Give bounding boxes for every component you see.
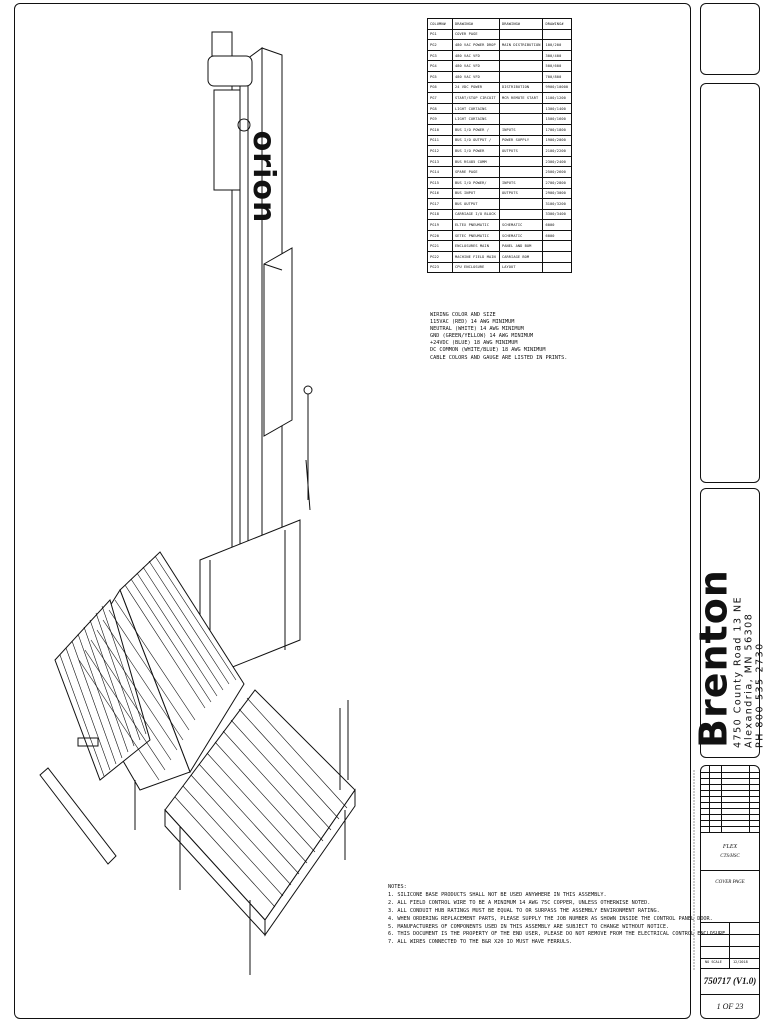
sheet-index-row <box>428 61 572 72</box>
sheet-index-cell: PG3 <box>428 50 453 61</box>
sheet-index-row <box>428 167 572 178</box>
sheet-index-row <box>428 188 572 199</box>
sheet-index-cell: PG4 <box>428 61 453 72</box>
wiring-line: NEUTRAL (WHITE) 14 AWG MINIMUM <box>430 326 524 333</box>
sheet-index-cell: PG21 <box>428 241 453 252</box>
sheet-index-cell <box>500 71 543 82</box>
sheet-index-cell: COVER PAGE <box>453 29 500 40</box>
general-notes <box>388 884 728 947</box>
sheet-index-cell: 1500/1600 <box>543 114 572 125</box>
company-block <box>691 488 766 758</box>
sheet-index-row <box>428 124 572 135</box>
sheet-index-cell: BUS I/O POWER / <box>453 124 500 135</box>
sheet-index-cell: INPUTS <box>500 124 543 135</box>
sheet-index-cell: PG15 <box>428 177 453 188</box>
sheet-index-cell: START/STOP CIRCUIT <box>453 93 500 104</box>
sheet-index-cell: BUS I/O OUTPUT / <box>453 135 500 146</box>
sheet-index-cell: OUTPUTS <box>500 146 543 157</box>
sheet-index-row <box>428 19 572 30</box>
sheet-index-cell: 480 VAC VFD <box>453 71 500 82</box>
sheet-index-cell: INPUTS <box>500 177 543 188</box>
note-line: 2. ALL FIELD CONTROL WIRE TO BE A MINIMUM 14 AWG 75C COPPER, UNLESS OTHERWISE NOTED. <box>388 899 651 906</box>
drawing-number: 750717 (V1.0) <box>703 976 757 986</box>
sheet-index-row <box>428 252 572 263</box>
sheet-index-cell <box>543 241 572 252</box>
sheet-index-row <box>428 82 572 93</box>
sheet-index-cell: 6000 <box>543 230 572 241</box>
sheet-index-cell: DISTRIBUTION <box>500 82 543 93</box>
sheet-index-cell: PG11 <box>428 135 453 146</box>
sheet-index-row <box>428 241 572 252</box>
sheet-index-row <box>428 199 572 210</box>
sheet-index-cell: PG7 <box>428 93 453 104</box>
sheet-index-cell: BUS RS485 COMM <box>453 156 500 167</box>
sheet-index-cell: DRAWING# <box>543 19 572 30</box>
wiring-line: GND (GREEN/YELLOW) 14 AWG MINIMUM <box>430 333 534 340</box>
sheet-index-cell: CARRIAGE I/O BLOCK <box>453 209 500 220</box>
sheet-index-cell: 480 VAC VFD <box>453 61 500 72</box>
note-line: 1. SILICONE BASE PRODUCTS SHALL NOT BE USED ANYWHERE IN THIS ASSEMBLY. <box>388 891 607 898</box>
sheet-index-cell: LAYOUT <box>500 262 543 273</box>
sheet-index-cell: 2100/2200 <box>543 146 572 157</box>
title-line-3: COVER PAGE <box>715 880 745 885</box>
sheet-index-cell: PG8 <box>428 103 453 114</box>
sheet-index-cell: 100/200 <box>543 40 572 51</box>
sheet-index-cell <box>500 199 543 210</box>
sheet-index-cell: 300/400 <box>543 50 572 61</box>
title-line-1: FLEX <box>722 844 738 850</box>
sheet-index-cell: 2900/3000 <box>543 188 572 199</box>
company-address-line: Alexandria, MN 56308 <box>743 612 755 748</box>
sheet-index-cell <box>500 61 543 72</box>
sheet-index-cell: PG10 <box>428 124 453 135</box>
company-logo: Brenton <box>691 569 736 748</box>
sheet-index-cell: DRAWING# <box>500 19 543 30</box>
sheet-index-cell <box>543 262 572 273</box>
wiring-line: CABLE COLORS AND GAUGE ARE LISTED IN PRINTS. <box>430 354 568 361</box>
wiring-line: WIRING COLOR AND SIZE <box>430 312 496 318</box>
sheet-index-cell: MACHINE FIELD MAIN <box>453 252 500 263</box>
sheet-index-cell: PG20 <box>428 230 453 241</box>
sheet-index-cell <box>500 29 543 40</box>
sheet-index-cell <box>500 209 543 220</box>
sheet-index-row <box>428 230 572 241</box>
sheet-index-cell: PANEL AND BOM <box>500 241 543 252</box>
sheet-index-cell: DRAWING# <box>453 19 500 30</box>
sheet-index-row <box>428 177 572 188</box>
sheet-index-cell: MCR REMOTE START <box>500 93 543 104</box>
note-line: 6. THIS DOCUMENT IS THE PROPERTY OF THE END USER, PLEASE DO NOT REMOVE FROM THE ELECTRICAL CONTROL ENCLOSURE. <box>388 931 729 938</box>
note-line: 4. WHEN ORDERING REPLACEMENT PARTS, PLEASE SUPPLY THE JOB NUMBER AS SHOWN INSIDE THE CONTROL PANEL DOOR. <box>388 915 713 922</box>
wiring-line: DC COMMON (WHITE/BLUE) 18 AWG MINIMUM <box>430 347 546 354</box>
sheet-index-row <box>428 71 572 82</box>
sheet-index-row <box>428 103 572 114</box>
sheet-index-cell: SETEC PNEUMATIC <box>453 230 500 241</box>
sheet-index-cell: BUS I/O POWER/ <box>453 177 500 188</box>
sheet-index-cell: SCHEMATIC <box>500 220 543 231</box>
note-line: 3. ALL CONDUIT HUB RATINGS MUST BE EQUAL TO OR SURPASS THE ASSEMBLY ENVIRONMENT RATING. <box>388 907 660 914</box>
sheet-index-cell: PG12 <box>428 146 453 157</box>
sheet-index-cell: PG6 <box>428 82 453 93</box>
sheet-index-cell <box>500 50 543 61</box>
title-line-2: CTS/HSC <box>720 854 740 859</box>
company-address-line: 4750 County Road 13 NE <box>732 595 744 748</box>
sheet-index-cell: PG1 <box>428 29 453 40</box>
sheet-index-cell <box>543 252 572 263</box>
sheet-index-cell: BUS I/O POWER <box>453 146 500 157</box>
sheet-index-cell: 480 VAC POWER DROP <box>453 40 500 51</box>
sheet-index-row <box>428 156 572 167</box>
sheet-index-cell: LIGHT CURTAINS <box>453 114 500 125</box>
sheet-index-cell: PG13 <box>428 156 453 167</box>
sheet-index-cell: 3300/3400 <box>543 209 572 220</box>
sheet-index-row <box>428 93 572 104</box>
sheet-index-cell: 1300/1400 <box>543 103 572 114</box>
sheet-index-cell: BUS OUTPUT <box>453 199 500 210</box>
sheet-index-cell <box>500 114 543 125</box>
sheet-index-cell: CARRIAGE BOM <box>500 252 543 263</box>
sheet-index-cell: 2500/2600 <box>543 167 572 178</box>
sheet-index-cell: PG23 <box>428 262 453 273</box>
sheet-index-cell: MAIN DISTRIBUTION <box>500 40 543 51</box>
sheet-index-cell: 1100/1200 <box>543 93 572 104</box>
wiring-color-notes <box>430 312 567 362</box>
sheet-index-cell: LIGHT CURTAINS <box>453 103 500 114</box>
sheet-index-cell <box>500 156 543 167</box>
sheet-index-cell: PG9 <box>428 114 453 125</box>
sheet-index-cell: PG16 <box>428 188 453 199</box>
sheet-index-cell: 2300/2400 <box>543 156 572 167</box>
title-block <box>700 765 760 1019</box>
sheet-index-row <box>428 220 572 231</box>
sheet-index-cell: PG18 <box>428 209 453 220</box>
sheet-index-cell: 24 VDC POWER <box>453 82 500 93</box>
sheet-index-row <box>428 262 572 273</box>
sheet-index-cell: PG22 <box>428 252 453 263</box>
sheet-index-cell: 480 VAC VFD <box>453 50 500 61</box>
wiring-line: +24VDC (BLUE) 18 AWG MINIMUM <box>430 340 518 347</box>
sheet-index-cell: PG14 <box>428 167 453 178</box>
sheet-index-cell <box>500 167 543 178</box>
sheet-index-cell <box>543 29 572 40</box>
sheet-index-cell: SPARE PAGE <box>453 167 500 178</box>
wiring-line: 115VAC (RED) 14 AWG MINIMUM <box>430 319 515 326</box>
note-line: NOTES: <box>388 884 407 890</box>
note-line: 7. ALL WIRES CONNECTED TO THE B&R X20 IO MUST HAVE FERRULS. <box>388 939 573 946</box>
sheet-index-row <box>428 40 572 51</box>
sheet-index-cell: CPU ENCLOSURE <box>453 262 500 273</box>
scale-value: NO SCALE <box>705 960 722 964</box>
sheet-index-cell: 500/600 <box>543 61 572 72</box>
sheet-index-row <box>428 135 572 146</box>
sheet-index-row <box>428 209 572 220</box>
note-line: 5. MANUFACTURERS OF COMPONENTS USED IN THIS ASSEMBLY ARE SUBJECT TO CHANGE WITHOUT NOTICE. <box>388 923 670 930</box>
sheet-index-cell: PG5 <box>428 71 453 82</box>
sheet-index-cell: PG2 <box>428 40 453 51</box>
sheet-index-cell: 1900/2000 <box>543 135 572 146</box>
date-value: 12/2018 <box>733 960 748 964</box>
sheet-index-cell: ELTEX PNEUMATIC <box>453 220 500 231</box>
sheet-index-cell: PG19 <box>428 220 453 231</box>
sheet-index-cell: 2700/2800 <box>543 177 572 188</box>
sheet-index-cell: 6000 <box>543 220 572 231</box>
sheet-index-cell: BUS INPUT <box>453 188 500 199</box>
sheet-index-cell: PG17 <box>428 199 453 210</box>
sheet-index-row <box>428 50 572 61</box>
machine-logo: orion <box>246 130 281 224</box>
margin-rule <box>690 770 698 970</box>
sheet-index-table <box>427 18 572 273</box>
company-phone: PH 800-535-2730 <box>754 642 766 748</box>
sheet-index-cell: 3100/3200 <box>543 199 572 210</box>
sheet-index-cell: 1700/1800 <box>543 124 572 135</box>
sheet-index-cell: ENCLOSURES MAIN <box>453 241 500 252</box>
sheet-index-cell: SCHEMATIC <box>500 230 543 241</box>
sheet-index-row <box>428 146 572 157</box>
sheet-index-cell: POWER SUPPLY <box>500 135 543 146</box>
sheet-index-cell: OUTPUTS <box>500 188 543 199</box>
sheet-index-row <box>428 29 572 40</box>
sheet-index-cell: 700/800 <box>543 71 572 82</box>
sheet-index-row <box>428 114 572 125</box>
sheet-number: 1 OF 23 <box>716 1002 744 1011</box>
sheet-index-cell: COLUMN# <box>428 19 453 30</box>
sheet-index-cell: 9900/10000 <box>543 82 572 93</box>
sheet-index-cell <box>500 103 543 114</box>
